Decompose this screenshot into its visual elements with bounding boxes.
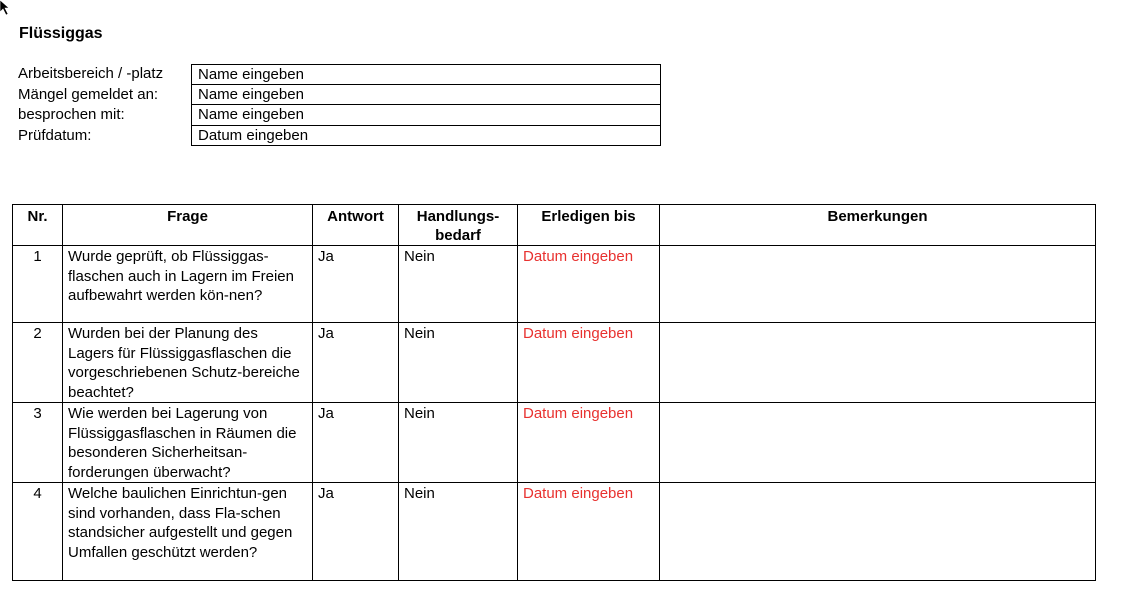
table-header-row xyxy=(13,205,1096,246)
action-needed-field[interactable]: Nein xyxy=(399,403,518,483)
mouse-cursor-icon xyxy=(0,0,10,16)
answer-field[interactable]: Ja xyxy=(313,323,399,403)
remarks-field[interactable] xyxy=(660,403,1096,483)
action-needed-field[interactable]: Nein xyxy=(399,483,518,581)
besprochen-mit-field[interactable]: Name eingeben xyxy=(191,105,661,126)
answer-field[interactable]: Ja xyxy=(313,403,399,483)
arbeitsbereich-label: Arbeitsbereich / -platz xyxy=(18,65,164,82)
table-row xyxy=(13,246,1096,323)
row-number: 4 xyxy=(13,483,63,581)
meta-row-maengel xyxy=(18,85,661,106)
header-bemerkungen: Bemerkungen xyxy=(660,205,1096,246)
due-date-field[interactable]: Datum eingeben xyxy=(518,323,660,403)
besprochen-mit-label: besprochen mit: xyxy=(18,106,125,123)
question-text: Wurden bei der Planung des Lagers für Flüssiggasflaschen die vorgeschriebenen Schutz-bereiche beachtet? xyxy=(63,323,313,403)
answer-field[interactable]: Ja xyxy=(313,483,399,581)
header-nr: Nr. xyxy=(13,205,63,246)
action-needed-field[interactable]: Nein xyxy=(399,323,518,403)
arbeitsbereich-field[interactable]: Name eingeben xyxy=(191,64,661,85)
table-row xyxy=(13,323,1096,403)
remarks-field[interactable] xyxy=(660,323,1096,403)
header-erledigen-bis: Erledigen bis xyxy=(518,205,660,246)
question-text: Wie werden bei Lagerung von Flüssiggasflaschen in Räumen die besonderen Sicherheitsan-forderungen überwacht? xyxy=(63,403,313,483)
header-antwort: Antwort xyxy=(313,205,399,246)
action-needed-field[interactable]: Nein xyxy=(399,246,518,323)
meta-form xyxy=(18,64,661,146)
question-text: Welche baulichen Einrichtun-gen sind vorhanden, dass Fla-schen standsicher aufgestellt und gegen Umfallen geschützt werden? xyxy=(63,483,313,581)
maengel-gemeldet-field[interactable]: Name eingeben xyxy=(191,85,661,106)
header-handlungsbedarf: Handlungs- bedarf xyxy=(399,205,518,246)
pruefdatum-label: Prüfdatum: xyxy=(18,126,92,144)
meta-row-besprochen xyxy=(18,105,661,126)
due-date-field[interactable]: Datum eingeben xyxy=(518,403,660,483)
meta-row-arbeitsbereich xyxy=(18,64,661,85)
row-number: 2 xyxy=(13,323,63,403)
pruefdatum-field[interactable]: Datum eingeben xyxy=(191,126,661,147)
due-date-field[interactable]: Datum eingeben xyxy=(518,246,660,323)
question-text: Wurde geprüft, ob Flüssiggas-flaschen auch in Lagern im Freien aufbewahrt werden kön-nen? xyxy=(63,246,313,323)
maengel-gemeldet-label: Mängel gemeldet an: xyxy=(18,85,159,103)
checklist-table xyxy=(12,204,1096,581)
meta-row-pruefdatum xyxy=(18,126,661,147)
answer-field[interactable]: Ja xyxy=(313,246,399,323)
remarks-field[interactable] xyxy=(660,483,1096,581)
header-frage: Frage xyxy=(63,205,313,246)
remarks-field[interactable] xyxy=(660,246,1096,323)
row-number: 1 xyxy=(13,246,63,323)
table-row xyxy=(13,403,1096,483)
table-row xyxy=(13,483,1096,581)
due-date-field[interactable]: Datum eingeben xyxy=(518,483,660,581)
row-number: 3 xyxy=(13,403,63,483)
page-title: Flüssiggas xyxy=(19,25,103,42)
